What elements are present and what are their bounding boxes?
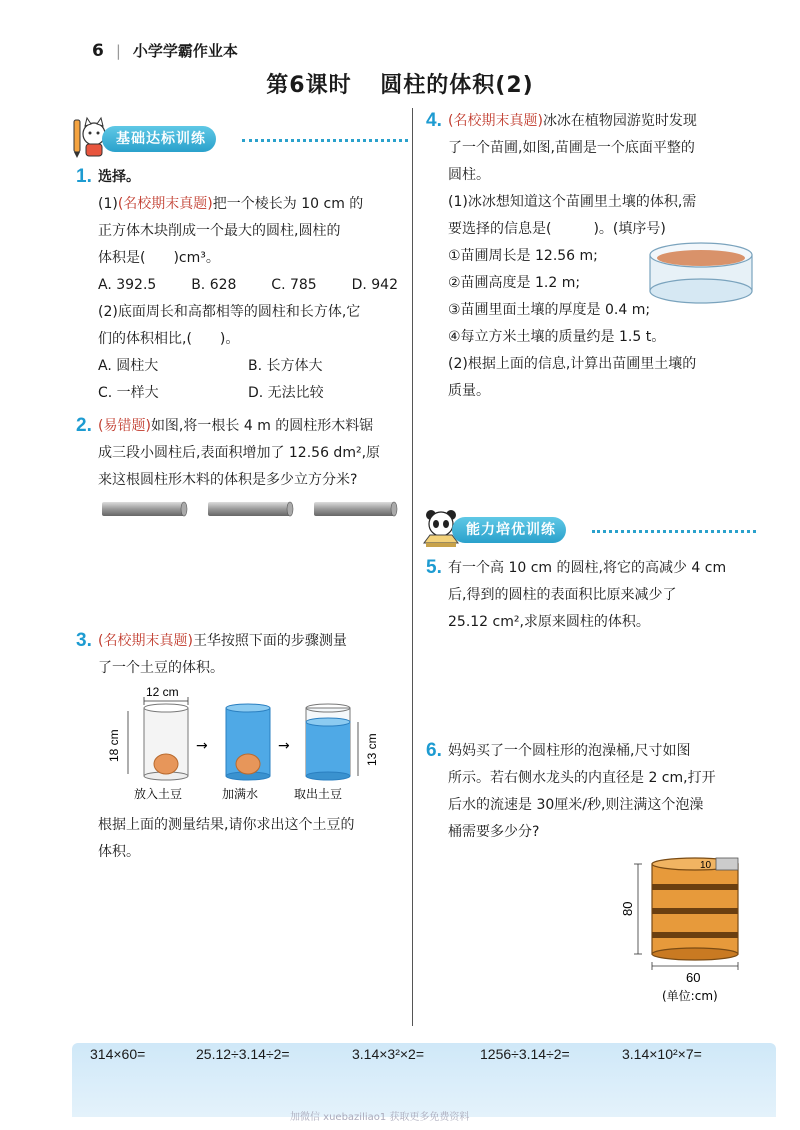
width-label: 12 cm bbox=[146, 685, 179, 699]
left-column bbox=[72, 108, 408, 872]
option-a[interactable]: A. 圆柱大 bbox=[98, 358, 159, 374]
step-label-3: 取出土豆 bbox=[294, 787, 343, 801]
q4-line4: (1)冰冰想知道这个苗圃里土壤的体积,需 bbox=[448, 194, 697, 210]
q3-line3: 根据上面的测量结果,请你求出这个土豆的 bbox=[98, 817, 355, 833]
step-label-1: 放入土豆 bbox=[134, 787, 183, 801]
question-number: 4. bbox=[426, 110, 442, 131]
question-tag: (名校期末真题) bbox=[117, 196, 213, 212]
log-icon bbox=[314, 502, 397, 516]
lesson-number: 第6课时 bbox=[266, 73, 352, 98]
section-banner-advanced bbox=[422, 507, 756, 549]
cup-water-no-potato-icon bbox=[306, 704, 350, 780]
column-divider bbox=[412, 108, 413, 1026]
question-4 bbox=[422, 108, 756, 405]
q4-info-3: ③苗圃里面土壤的厚度是 0.4 m; bbox=[448, 302, 651, 318]
option-a[interactable]: A. 392.5 bbox=[98, 277, 157, 293]
question-3 bbox=[72, 628, 408, 866]
calc-item-5: 3.14×10²×7= bbox=[622, 1046, 702, 1062]
option-c[interactable]: C. 一样大 bbox=[98, 385, 159, 401]
option-b[interactable]: B. 长方体大 bbox=[248, 358, 323, 374]
q1-part2-line2: 们的体积相比,( )。 bbox=[98, 331, 240, 347]
banner-dotted-line bbox=[242, 139, 408, 142]
cup-with-potato-icon bbox=[144, 704, 188, 780]
barrel-icon bbox=[652, 858, 738, 960]
q6-line2: 所示。若右侧水龙头的内直径是 2 cm,打开 bbox=[448, 770, 716, 786]
q1-part2-options bbox=[98, 353, 408, 407]
q5-line3: 25.12 cm²,求原来圆柱的体积。 bbox=[448, 614, 650, 630]
q6-line4: 桶需要多少分? bbox=[448, 824, 540, 840]
q3-line1: (名校期末真题)王华按照下面的步骤测量 bbox=[98, 633, 347, 649]
question-number: 1. bbox=[76, 166, 92, 187]
q5-line2: 后,得到的圆柱的表面积比原来减少了 bbox=[448, 587, 677, 603]
step-label-2: 加满水 bbox=[222, 787, 259, 801]
barrel-height-label: 80 bbox=[620, 901, 635, 916]
lesson-title bbox=[0, 68, 800, 99]
option-c[interactable]: C. 785 bbox=[271, 277, 317, 293]
answer-space bbox=[422, 411, 756, 499]
section-title-advanced: 能力培优训练 bbox=[452, 517, 566, 543]
page-header bbox=[92, 40, 238, 61]
question-number: 6. bbox=[426, 740, 442, 761]
barrel-width-label: 60 bbox=[686, 970, 701, 985]
log-icon bbox=[208, 502, 293, 516]
calc-item-1: 314×60= bbox=[90, 1046, 146, 1062]
q4-info-2: ②苗圃高度是 1.2 m; bbox=[448, 275, 581, 291]
q2-line1: (易错题)如图,将一根长 4 m 的圆柱形木料锯 bbox=[98, 418, 374, 434]
q2-line3: 来这根圆柱形木料的体积是多少立方分米? bbox=[98, 472, 358, 488]
q1-part1-options bbox=[98, 272, 408, 299]
bathtub-barrel-figure bbox=[602, 852, 752, 1002]
q4-line3: 圆柱。 bbox=[448, 167, 490, 183]
q4-info-1: ①苗圃周长是 12.56 m; bbox=[448, 248, 598, 264]
q1-part1-line3: 体积是( )cm³。 bbox=[98, 250, 220, 266]
q4-info-block bbox=[448, 243, 756, 351]
watermark: 加微信 xuebaziliao1 获取更多免费资料 bbox=[290, 1112, 470, 1123]
page-number: 6 bbox=[92, 40, 104, 61]
q2-line2: 成三段小圆柱后,表面积增加了 12.56 dm²,原 bbox=[98, 445, 381, 461]
q5-line1: 有一个高 10 cm 的圆柱,将它的高减少 4 cm bbox=[448, 560, 727, 576]
q4-line1: (名校期末真题)冰冰在植物园游览时发现 bbox=[448, 113, 697, 129]
question-5 bbox=[422, 555, 756, 636]
q4-line7: 质量。 bbox=[448, 383, 490, 399]
q4-line2: 了一个苗圃,如图,苗圃是一个底面平整的 bbox=[448, 140, 695, 156]
calc-item-2: 25.12÷3.14÷2= bbox=[196, 1046, 290, 1062]
option-b[interactable]: B. 628 bbox=[191, 277, 237, 293]
unit-label: (单位:cm) bbox=[662, 989, 718, 1002]
question-2 bbox=[72, 413, 408, 530]
answer-space bbox=[422, 642, 756, 738]
height-label-13: 13 cm bbox=[365, 733, 379, 766]
arrow-icon: → bbox=[278, 738, 290, 754]
book-title: 小学学霸作业本 bbox=[132, 42, 238, 60]
q3-line2: 了一个土豆的体积。 bbox=[98, 660, 224, 676]
three-logs-figure bbox=[98, 498, 398, 520]
nursery-bed-icon bbox=[646, 241, 756, 307]
header-separator: | bbox=[115, 41, 121, 60]
section-title-basic: 基础达标训练 bbox=[102, 126, 216, 152]
lesson-topic: 圆柱的体积(2) bbox=[380, 73, 534, 98]
q1-part1-line2: 正方体木块削成一个最大的圆柱,圆柱的 bbox=[98, 223, 341, 239]
section-banner-basic bbox=[72, 116, 408, 158]
q6-line3: 后水的流速是 30厘米/秒,则注满这个泡澡 bbox=[448, 797, 704, 813]
pipe-label: 10 bbox=[700, 860, 712, 871]
height-label-18: 18 cm bbox=[107, 729, 121, 762]
q1-part2-line1: (2)底面周长和高都相等的圆柱和长方体,它 bbox=[98, 304, 361, 320]
q6-line1: 妈妈买了一个圆柱形的泡澡桶,尺寸如图 bbox=[448, 743, 691, 759]
log-icon bbox=[102, 502, 187, 516]
right-column bbox=[422, 108, 756, 1002]
question-tag: (名校期末真题) bbox=[448, 113, 543, 129]
q4-line6: (2)根据上面的信息,计算出苗圃里土壤的 bbox=[448, 356, 697, 372]
calc-item-3: 3.14×3²×2= bbox=[352, 1046, 425, 1062]
q3-line4: 体积。 bbox=[98, 844, 140, 860]
q1-title: 选择。 bbox=[98, 169, 140, 185]
question-1 bbox=[72, 164, 408, 407]
answer-space bbox=[72, 536, 408, 628]
potato-measurement-figure bbox=[98, 684, 388, 802]
q4-info-4: ④每立方米土壤的质量约是 1.5 t。 bbox=[448, 329, 666, 345]
calc-item-4: 1256÷3.14÷2= bbox=[480, 1046, 570, 1062]
question-number: 2. bbox=[76, 415, 92, 436]
arrow-icon: → bbox=[196, 738, 208, 754]
option-d[interactable]: D. 无法比较 bbox=[248, 385, 324, 401]
cup-full-water-icon bbox=[226, 704, 270, 780]
question-tag: (名校期末真题) bbox=[98, 633, 193, 649]
question-number: 3. bbox=[76, 630, 92, 651]
q1-part1-line1: (1)(名校期末真题)把一个棱长为 10 cm 的 bbox=[98, 196, 364, 212]
banner-dotted-line bbox=[592, 530, 756, 533]
option-d[interactable]: D. 942 bbox=[351, 277, 398, 293]
question-number: 5. bbox=[426, 557, 442, 578]
question-tag: (易错题) bbox=[98, 418, 151, 434]
q4-line5: 要选择的信息是( )。(填序号) bbox=[448, 221, 666, 237]
question-6 bbox=[422, 738, 756, 1002]
